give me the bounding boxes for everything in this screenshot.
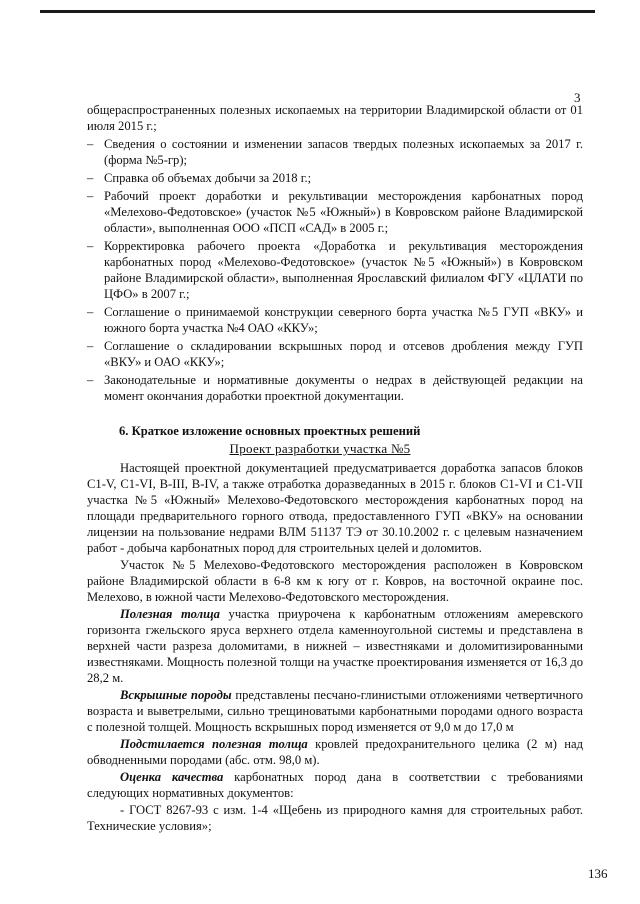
- paragraph: [87, 687, 583, 735]
- list-item: – Соглашение о складировании вскрышных пород и отсевов дробления между ГУП «ВКУ» и ОАО «ККУ»;: [87, 338, 583, 370]
- paragraph: [87, 606, 583, 686]
- paragraph-text: участка приурочена к карбонатным отложениям амеревского горизонта гжельского яруса верхнего отдела каменноугольной системы и представлена в верхней части разреза доломитами, в нижней – известняками и доломитизированными известняками. Мощность полезной толщи на участке проектирования изменяется от 16,3 до 28,2 м.: [87, 607, 583, 685]
- paragraph-text: карбонатных пород дана в соответствии с требованиями следующих нормативных документов:: [87, 770, 584, 800]
- document-list: [87, 102, 583, 406]
- subheading-text: Проект разработки участка №5: [229, 441, 411, 456]
- paragraph-text: кровлей предохранительного целика (2 м) над обводненными породами (абс. отм. 98,0 м).: [87, 737, 583, 767]
- paragraph: [87, 736, 583, 768]
- list-item: – Рабочий проект доработки и рекультивации месторождения карбонатных пород «Мелехово-Федотовское» (участок №5 «Южный») в Ковровском районе Владимирской области», выполненная ООО «ПСП «САД» в 2005 г.;: [87, 188, 583, 236]
- document-body: [87, 460, 583, 835]
- intro-paragraph: общераспространенных полезных ископаемых на территории Владимирской области от 01 июля 2015 г.;: [87, 103, 583, 133]
- paragraph-text: представлены песчано-глинистыми отложениями четвертичного возраста и выветрелыми, сильно трещиноватыми карбонатными породами одного возраста с полезной толщей. Мощность вскрышных пород изменяется от 9,0 м до 17,0 м: [87, 688, 583, 734]
- list-item: – Справка об объемах добычи за 2018 г.;: [87, 170, 583, 186]
- list-item: – Законодательные и нормативные документы о недрах в действующей редакции на момент окончания доработки проектной документации.: [87, 372, 583, 404]
- list-item: – Сведения о состоянии и изменении запасов твердых полезных ископаемых за 2017 г. (форма №5-гр);: [87, 136, 583, 168]
- emphasis-term: Подстилается полезная толща: [120, 737, 308, 751]
- list-item: – Соглашение о принимаемой конструкции северного борта участка №5 ГУП «ВКУ» и южного борта участка №4 ОАО «ККУ»;: [87, 304, 583, 336]
- paragraph: [87, 769, 583, 801]
- page-number-bottom: 136: [588, 866, 608, 881]
- paragraph: - ГОСТ 8267-93 с изм. 1-4 «Щебень из природного камня для строительных работ. Технические условия»;: [87, 803, 583, 833]
- section-subheading: [0, 441, 640, 457]
- paragraph: Участок №5 Мелехово-Федотовского месторождения расположен в Ковровском районе Владимирской области в 6-8 км к югу от г. Ковров, на восточной окраине пос. Мелехово, в южной части Мелехово-Федотовского месторождения.: [87, 558, 583, 604]
- emphasis-term: Оценка качества: [120, 770, 224, 784]
- page-number-top: 3: [574, 90, 581, 105]
- emphasis-term: Вскрышные породы: [120, 688, 232, 702]
- paragraph: Настоящей проектной документацией предусматривается доработка запасов блоков C1-V, C1-VI, B-III, B-IV, а также отработка доразведанных в 2015 г. блоков C1-VI и C1-VII участка №5 «Южный» Мелехово-Федотовского месторождения карбонатных пород на площади предварительного горного отвода, предоставленного ГУП «ВКУ» на основании лицензии на пользование недрами ВЛМ 51137 ТЭ от 30.10.2002 г. с целевым назначением работ - добыча карбонатных пород для строительных целей и доломитов.: [87, 461, 583, 555]
- list-item: – Корректировка рабочего проекта «Доработка и рекультивация месторождения карбонатных пород «Мелехово-Федотовское» (участок №5 «Южный») в Ковровском районе Владимирской области», выполненная Ярославский филиалом ФГУ «ЦЛАТИ по ЦФО» в 2007 г.;: [87, 238, 583, 302]
- top-rule: [40, 10, 595, 13]
- section-heading: 6. Краткое изложение основных проектных решений: [119, 424, 421, 438]
- emphasis-term: Полезная толща: [120, 607, 220, 621]
